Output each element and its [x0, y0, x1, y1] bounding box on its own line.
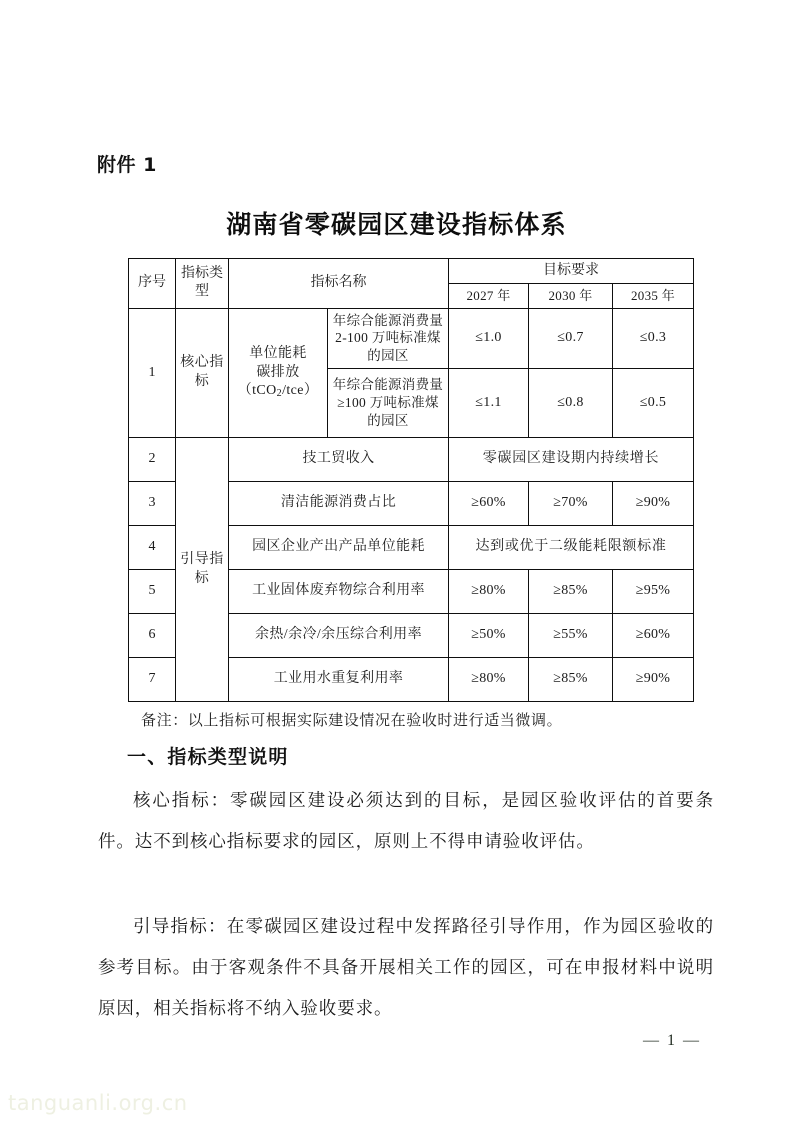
cell-name-5: 工业固体废弃物综合利用率: [229, 570, 449, 614]
cell-seq-2: 2: [129, 438, 176, 482]
cell-3-2035: ≥90%: [613, 482, 694, 526]
cell-1b-2030: ≤0.8: [529, 369, 613, 438]
table-row: [129, 438, 694, 482]
cell-name-4: 园区企业产出产品单位能耗: [229, 526, 449, 570]
indicator-table: [128, 258, 694, 702]
cell-7-2027: ≥80%: [449, 658, 529, 702]
header-name: 指标名称: [229, 259, 449, 309]
cell-5-2030: ≥85%: [529, 570, 613, 614]
cell-condition-1b: 年综合能源消费量≥100 万吨标准煤的园区: [328, 369, 449, 438]
cell-name-1-unit: [238, 383, 319, 398]
attachment-label: 附件 1: [97, 154, 157, 176]
paragraph-guide-indicator: 引导指标：在零碳园区建设过程中发挥路径引导作用，作为园区验收的参考目标。由于客观条件不具备开展相关工作的园区，可在申报材料中说明原因，相关指标将不纳入验收要求。: [98, 916, 714, 1018]
section-heading: 一、指标类型说明: [127, 746, 289, 768]
cell-seq-4: 4: [129, 526, 176, 570]
header-seq: 序号: [129, 259, 176, 309]
table-body: [129, 308, 694, 701]
cell-seq-1: 1: [129, 308, 176, 437]
cell-type-guide: [176, 438, 229, 702]
cell-type-core: [176, 308, 229, 437]
watermark: tanguanli.org.cn: [8, 1091, 188, 1115]
table-head: [129, 259, 694, 309]
unit-prefix: （tCO: [237, 383, 277, 399]
cell-seq-6: 6: [129, 614, 176, 658]
page-number: — 1 —: [643, 1032, 701, 1049]
unit-subscript: 2: [276, 388, 283, 400]
header-year-2027: 2027 年: [449, 284, 529, 308]
cell-condition-1a: 年综合能源消费量 2-100 万吨标准煤的园区: [328, 308, 449, 368]
cell-6-2030: ≥55%: [529, 614, 613, 658]
header-year-2030: 2030 年: [529, 284, 613, 308]
cell-1b-2035: ≤0.5: [613, 369, 694, 438]
header-year-2035: 2035 年: [613, 284, 694, 308]
cell-3-2030: ≥70%: [529, 482, 613, 526]
cell-name-1-line1: 单位能耗: [249, 346, 307, 362]
cell-4-merged-value: 达到或优于二级能耗限额标准: [449, 526, 694, 570]
cell-1a-2027: ≤1.0: [449, 308, 529, 368]
cell-5-2035: ≥95%: [613, 570, 694, 614]
unit-suffix: /tce）: [282, 383, 319, 399]
cell-name-1: [229, 308, 328, 437]
table-note: 备注：以上指标可根据实际建设情况在验收时进行适当微调。: [141, 713, 563, 729]
cell-6-2027: ≥50%: [449, 614, 529, 658]
cell-type-core-label: 核心指标: [180, 355, 224, 389]
cell-name-1-line2: 碳排放: [256, 364, 300, 380]
cell-name-7: 工业用水重复利用率: [229, 658, 449, 702]
cell-1a-2030: ≤0.7: [529, 308, 613, 368]
header-type: 指标类型: [176, 259, 229, 309]
paragraph-core-indicator: 核心指标：零碳园区建设必须达到的目标，是园区验收评估的首要条件。达不到核心指标要求的园区，原则上不得申请验收评估。: [98, 790, 714, 851]
page-title: 湖南省零碳园区建设指标体系: [226, 210, 567, 239]
indicator-table-container: [128, 258, 693, 702]
cell-seq-5: 5: [129, 570, 176, 614]
cell-seq-3: 3: [129, 482, 176, 526]
cell-name-6: 余热/余冷/余压综合利用率: [229, 614, 449, 658]
cell-5-2027: ≥80%: [449, 570, 529, 614]
table-header-row-1: [129, 259, 694, 284]
cell-2-merged-value: 零碳园区建设期内持续增长: [449, 438, 694, 482]
cell-3-2027: ≥60%: [449, 482, 529, 526]
cell-type-guide-label: 引导指标: [180, 552, 224, 586]
cell-name-2: 技工贸收入: [229, 438, 449, 482]
cell-name-3: 清洁能源消费占比: [229, 482, 449, 526]
header-target: 目标要求: [449, 259, 694, 284]
cell-6-2035: ≥60%: [613, 614, 694, 658]
cell-7-2030: ≥85%: [529, 658, 613, 702]
cell-1b-2027: ≤1.1: [449, 369, 529, 438]
cell-7-2035: ≥90%: [613, 658, 694, 702]
table-row: [129, 308, 694, 368]
cell-1a-2035: ≤0.3: [613, 308, 694, 368]
cell-seq-7: 7: [129, 658, 176, 702]
